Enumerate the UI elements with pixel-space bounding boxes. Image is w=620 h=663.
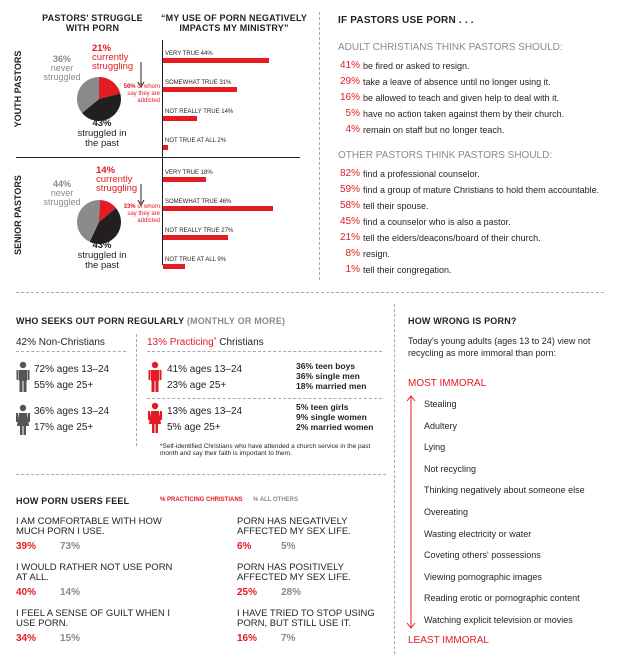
female-figure-icon [16, 404, 30, 436]
feel-title: HOW PORN USERS FEEL [16, 496, 130, 506]
immoral-scale-item: Overeating [424, 507, 469, 517]
other-item-pct: 21% [339, 232, 360, 243]
non-christian-male-young: 72% ages 13–24 [34, 364, 110, 375]
christian-female-old: 5% age 25+ [167, 422, 221, 433]
feel-statement: I WOULD RATHER NOT USE PORN AT ALL. [16, 562, 173, 583]
adult-heading: ADULT CHRISTIANS THINK PASTORS SHOULD: [338, 42, 563, 53]
senior-impact-bar [163, 235, 228, 240]
adult-item-text: be fired or asked to resign. [363, 61, 470, 71]
feel-practicing-value: 25% [237, 587, 258, 598]
most-immoral-label: MOST IMMORAL [408, 378, 487, 389]
other-item-text: find a professional counselor. [363, 169, 480, 179]
immoral-scale-arrow [404, 394, 418, 630]
non-christian-female-old: 17% age 25+ [34, 422, 94, 433]
struggle-title: PASTORS' STRUGGLE WITH PORN [42, 13, 143, 33]
other-item-text: find a counselor who is also a pastor. [363, 217, 511, 227]
immoral-scale-item: Watching explicit television or movies [424, 615, 573, 625]
christians-underline [147, 351, 382, 352]
senior-impact-bar-label: SOMEWHAT TRUE 46% [165, 199, 232, 205]
senior-current: 14% currently struggling [96, 165, 138, 194]
youth-impact-bar [163, 145, 168, 150]
feel-practicing-value: 6% [237, 541, 252, 552]
feel-statement: I FEEL A SENSE OF GUILT WHEN I USE PORN. [16, 608, 170, 629]
other-item-pct: 8% [345, 248, 360, 259]
section-divider [16, 157, 300, 158]
female-group-item: 5% teen girls [296, 402, 349, 412]
feel-statement: I HAVE TRIED TO STOP USING PORN, BUT STILL USE IT. [237, 608, 375, 629]
other-item-text: tell the elders/deacons/board of their church. [363, 233, 541, 243]
senior-impact-bar [163, 264, 185, 269]
youth-impact-bar-label: SOMEWHAT TRUE 31% [165, 80, 232, 86]
non-christian-female-young: 36% ages 13–24 [34, 406, 110, 417]
feel-others-value: 14% [60, 587, 81, 598]
feel-practicing-value: 34% [16, 633, 37, 644]
youth-current: 21% currently struggling [92, 43, 134, 72]
other-item-text: resign. [363, 249, 391, 259]
other-heading: OTHER PASTORS THINK PASTORS SHOULD: [338, 150, 553, 161]
senior-impact-bar [163, 206, 273, 211]
feel-statement: I AM COMFORTABLE WITH HOW MUCH PORN I USE. [16, 516, 162, 537]
adult-item-text: remain on staff but no longer teach. [363, 125, 505, 135]
male-group-item: 18% married men [296, 381, 367, 391]
other-item-text: find a group of mature Christians to hold them accountable. [363, 185, 600, 195]
female-group-item: 9% single women [296, 412, 367, 422]
christian-male-young: 41% ages 13–24 [167, 364, 243, 375]
christians-inner-divider [147, 398, 382, 399]
senior-addicted: 33% of whom say they are addicted [123, 204, 160, 224]
other-item-text: tell their spouse. [363, 201, 429, 211]
senior-pie-chart [76, 199, 122, 245]
other-item-pct: 1% [345, 264, 360, 275]
youth-never: 36% never struggled [43, 54, 81, 82]
middle-horizontal-divider [16, 292, 604, 293]
other-item-pct: 58% [339, 200, 360, 211]
bottom-vertical-divider [394, 304, 395, 654]
seeks-title: WHO SEEKS OUT PORN REGULARLY (MONTHLY OR MORE) [16, 316, 286, 326]
wrong-intro: Today's young adults (ages 13 to 24) view not recycling as more immoral than porn: [408, 336, 591, 358]
adult-item-pct: 16% [339, 92, 360, 103]
feel-practicing-value: 40% [16, 587, 37, 598]
impact-title: “MY USE OF PORN NEGATIVELY IMPACTS MY MINISTRY” [160, 13, 308, 33]
youth-past: 43% struggled in the past [77, 118, 127, 149]
wrong-title: HOW WRONG IS PORN? [408, 316, 517, 326]
feel-practicing-value: 39% [16, 541, 37, 552]
youth-pastors-label: YOUTH PASTORS [13, 50, 23, 128]
other-item-pct: 82% [339, 168, 360, 179]
feel-others-value: 5% [281, 541, 296, 552]
senior-impact-bar-label: NOT REALLY TRUE 27% [165, 228, 234, 234]
male-group-item: 36% single men [296, 371, 360, 381]
adult-item-text: take a leave of absence until no longer using it. [363, 77, 551, 87]
male-group-item: 36% teen boys [296, 361, 356, 371]
male-figure-icon [148, 361, 162, 393]
christians-heading: 13% Practicing* Christians [147, 337, 264, 348]
feel-practicing-value: 16% [237, 633, 258, 644]
female-group-item: 2% married women [296, 422, 374, 432]
feel-statement: PORN HAS POSITIVELY AFFECTED MY SEX LIFE. [237, 562, 351, 583]
feel-statement: PORN HAS NEGATIVELY AFFECTED MY SEX LIFE. [237, 516, 351, 537]
senior-pastors-label: SENIOR PASTORS [13, 175, 23, 255]
lower-horizontal-divider [16, 474, 386, 475]
other-item-pct: 45% [339, 216, 360, 227]
other-item-pct: 59% [339, 184, 360, 195]
male-figure-icon [16, 361, 30, 393]
adult-item-pct: 5% [345, 108, 360, 119]
seeks-vertical-divider [136, 334, 137, 446]
legend-practicing: % PRACTICING CHRISTIANS [160, 497, 243, 503]
immoral-scale-item: Stealing [424, 399, 457, 409]
pastors-use-title: IF PASTORS USE PORN . . . [338, 15, 474, 26]
impact-axis [162, 40, 163, 265]
feel-others-value: 7% [281, 633, 296, 644]
adult-item-text: have no action taken against them by their church. [363, 109, 565, 119]
youth-impact-bar-label: NOT REALLY TRUE 14% [165, 109, 234, 115]
legend-all-others: % ALL OTHERS [253, 497, 299, 503]
immoral-scale-item: Not recycling [424, 463, 477, 474]
adult-item-pct: 4% [345, 124, 360, 135]
immoral-scale-item: Adultery [424, 420, 458, 431]
adult-item-pct: 41% [339, 60, 360, 71]
youth-addicted: 56% of whom say they are addicted [123, 84, 160, 104]
christian-male-old: 23% age 25+ [167, 380, 227, 391]
immoral-scale-item: Viewing pornographic images [424, 571, 542, 582]
other-item-text: tell their congregation. [363, 265, 452, 275]
non-christians-underline [16, 351, 126, 352]
senior-past: 43% struggled in the past [77, 240, 127, 271]
youth-impact-bar-label: VERY TRUE 44% [165, 51, 213, 57]
top-vertical-divider [319, 12, 320, 280]
youth-impact-bar [163, 58, 269, 63]
adult-item-pct: 29% [339, 76, 360, 87]
christians-footnote: *Self-identified Christians who have attended a church service in the past month and say their faith is important to them. [160, 443, 371, 457]
youth-impact-bar [163, 116, 197, 121]
feel-others-value: 73% [60, 541, 81, 552]
adult-item-text: be allowed to teach and given help to deal with it. [363, 93, 560, 103]
immoral-scale-item: Wasting electricity or water [424, 528, 532, 539]
feel-others-value: 15% [60, 633, 81, 644]
immoral-scale-item: Thinking negatively about someone else [424, 485, 585, 496]
senior-impact-bar [163, 177, 206, 182]
non-christian-male-old: 55% age 25+ [34, 380, 94, 391]
senior-never: 44% never struggled [43, 179, 81, 207]
senior-impact-bar-label: NOT TRUE AT ALL 9% [165, 257, 227, 263]
youth-impact-bar-label: NOT TRUE AT ALL 2% [165, 138, 227, 144]
feel-others-value: 28% [281, 587, 302, 598]
immoral-scale-item: Coveting others' possessions [424, 550, 541, 561]
female-figure-icon [148, 402, 162, 434]
youth-impact-bar [163, 87, 237, 92]
least-immoral-label: LEAST IMMORAL [408, 635, 489, 646]
immoral-scale-item: Lying [424, 442, 446, 453]
youth-pie-chart [76, 76, 122, 122]
non-christians-heading: 42% Non-Christians [16, 337, 105, 348]
senior-impact-bar-label: VERY TRUE 18% [165, 170, 213, 176]
immoral-scale-item: Reading erotic or pornographic content [424, 593, 580, 604]
christian-female-young: 13% ages 13–24 [167, 406, 243, 417]
